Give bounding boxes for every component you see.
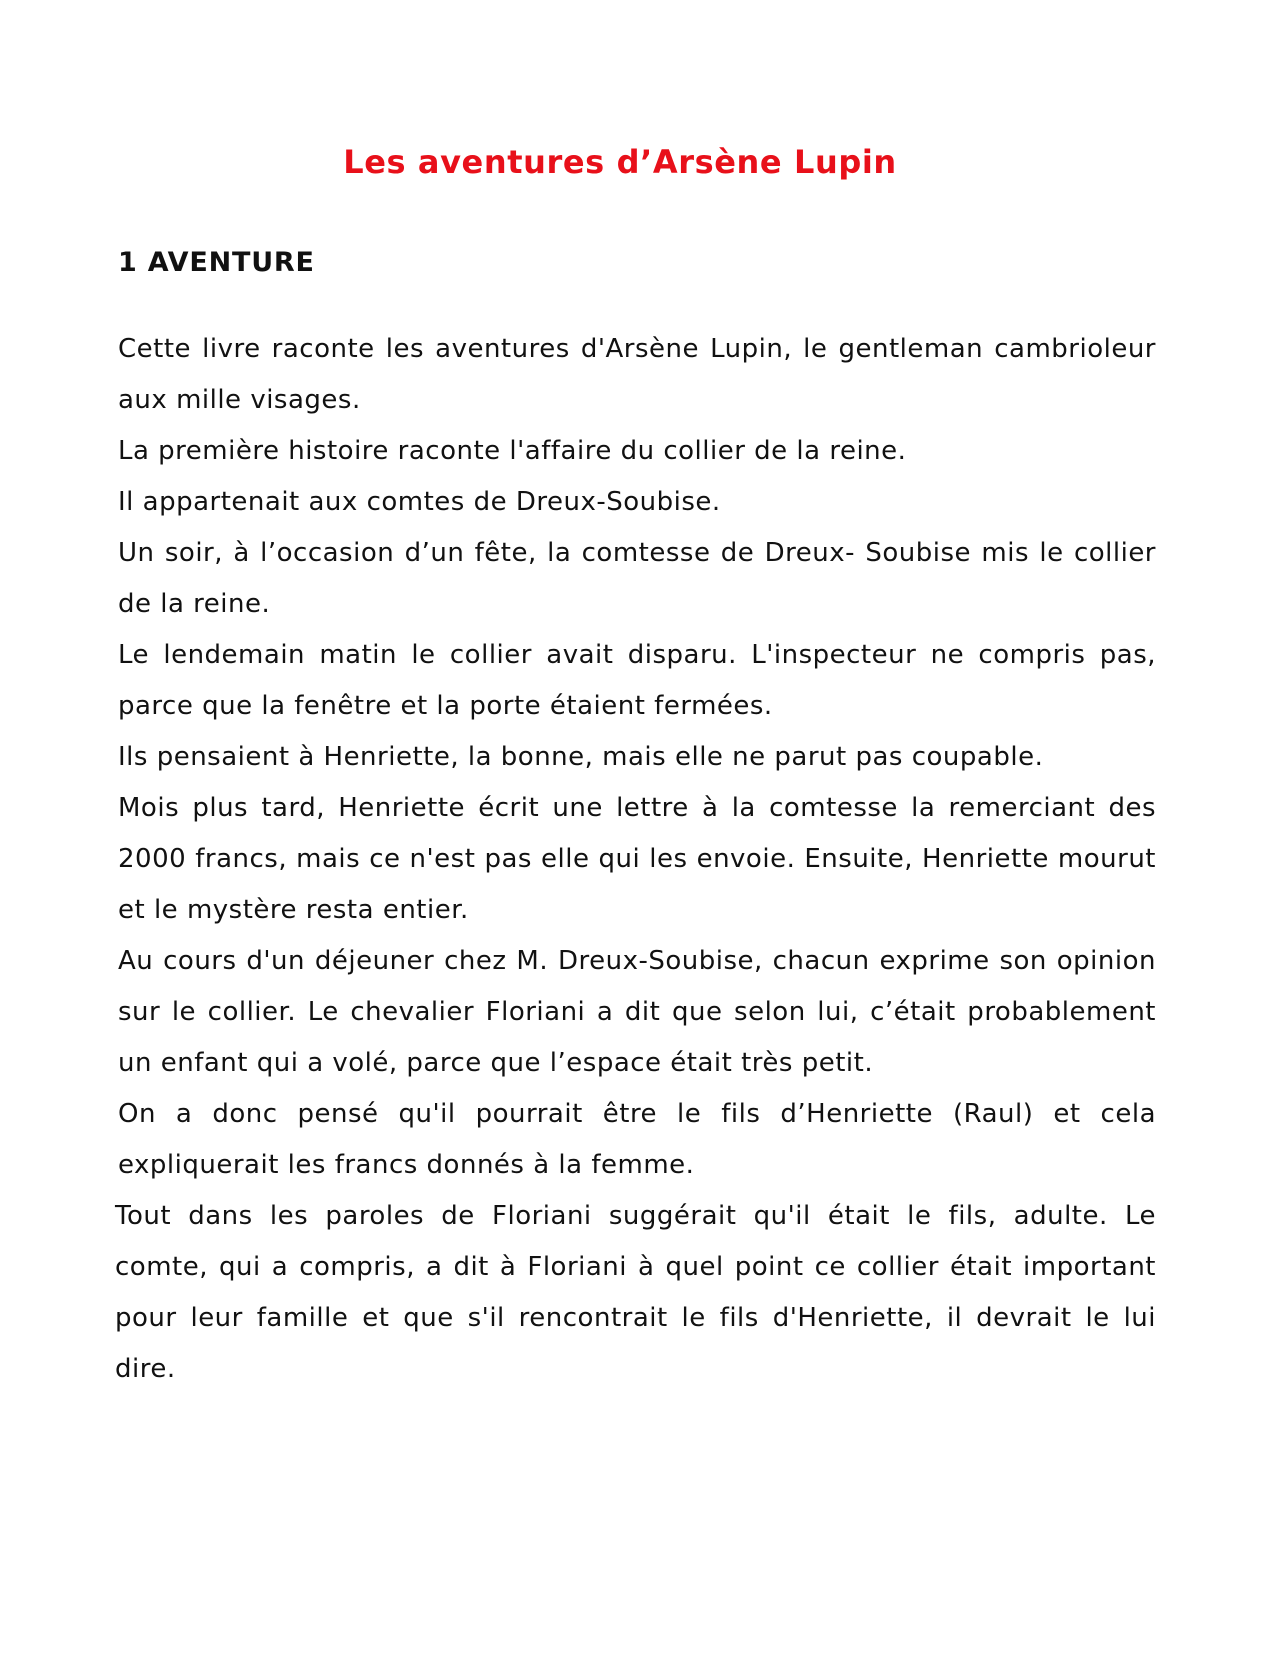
paragraph: Ils pensaient à Henriette, la bonne, mais elle ne parut pas coupable. (118, 742, 1044, 772)
body-text (115, 324, 1156, 1395)
paragraph: Le lendemain matin le collier avait disparu. L'inspecteur ne compris pas, parce que la fenêtre et la porte étaient fermées. (118, 640, 1156, 721)
paragraph: Cette livre raconte les aventures d'Arsène Lupin, le gentleman cambrioleur aux mille visages. (118, 334, 1156, 415)
paragraph: La première histoire raconte l'affaire du collier de la reine. (118, 436, 907, 466)
paragraph: On a donc pensé qu'il pourrait être le fils d’Henriette (Raul) et cela expliquerait les francs donnés à la femme. (118, 1099, 1156, 1180)
paragraph: Un soir, à l’occasion d’un fête, la comtesse de Dreux- Soubise mis le collier de la reine. (118, 538, 1156, 619)
paragraph: Tout dans les paroles de Floriani suggérait qu'il était le fils, adulte. Le comte, qui a compris, a dit à Floriani à quel point ce collier était important pour leur famille et que s'il rencontrait le fils d'Henriette, il devrait le lui dire. (115, 1201, 1156, 1384)
document-title: Les aventures d’Arsène Lupin (343, 143, 897, 181)
paragraph: Il appartenait aux comtes de Dreux-Soubise. (118, 487, 721, 517)
paragraph: Au cours d'un déjeuner chez M. Dreux-Soubise, chacun exprime son opinion sur le collier. Le chevalier Floriani a dit que selon lui, c’était probablement un enfant qui a volé, parce que l’espace était très petit. (118, 946, 1156, 1078)
section-heading: 1 AVENTURE (118, 247, 315, 278)
paragraph: Mois plus tard, Henriette écrit une lettre à la comtesse la remerciant des 2000 francs, mais ce n'est pas elle qui les envoie. Ensuite, Henriette mourut et le mystère resta entier. (118, 793, 1156, 925)
